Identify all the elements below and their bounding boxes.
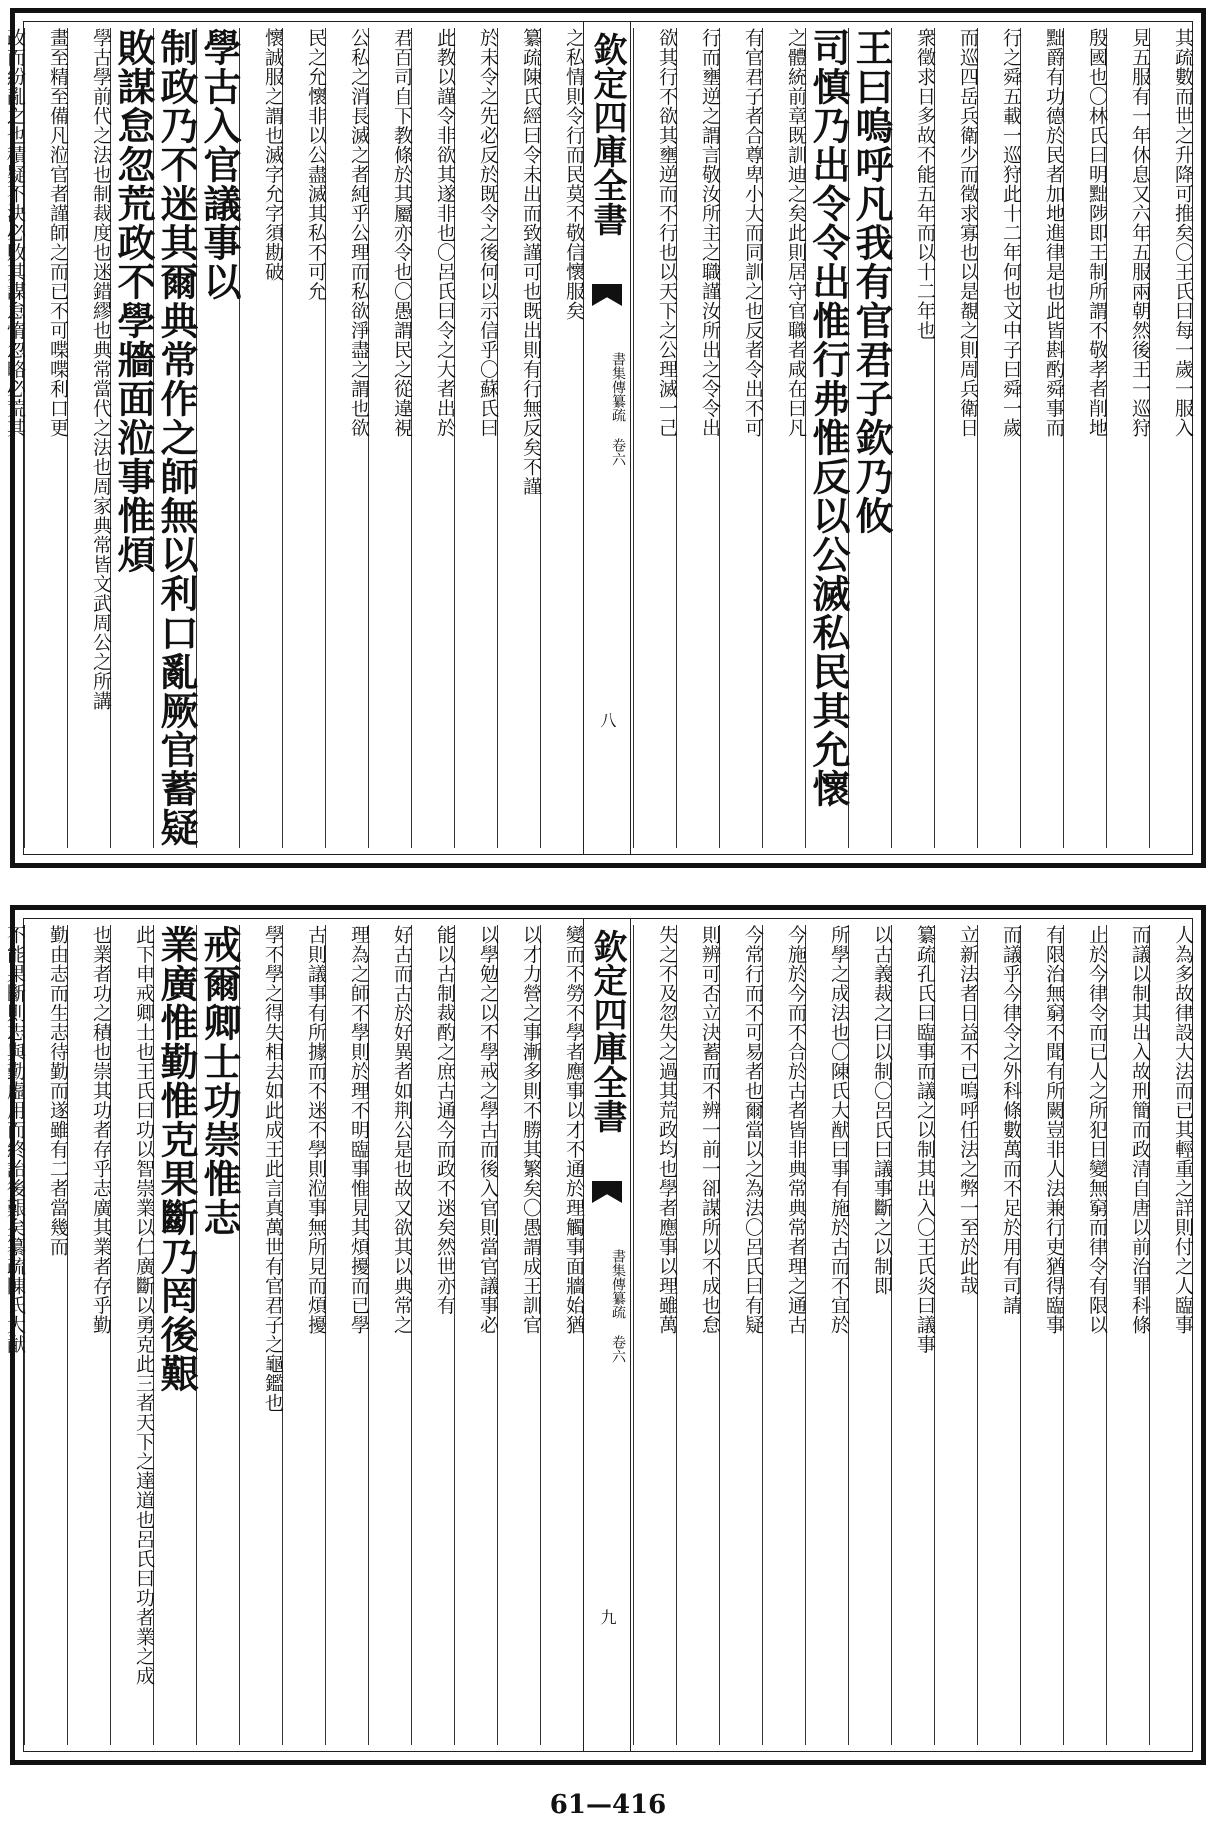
commentary-column: 纂疏陳氏經曰令未出而致謹可也既出則有行無反矣不謹 <box>497 28 541 848</box>
main-text-column: 司慎乃出令令出惟行弗惟反以公滅私民其允懷 <box>805 28 849 848</box>
bottom-center-title: 欽定四庫全書 <box>587 929 627 1133</box>
commentary-column: 古則議事有所據而不迷不學則涖事無所見而煩擾 <box>282 925 326 1745</box>
commentary-column: 君百司自下教條於其屬亦令也〇愚謂民之從違視 <box>368 28 412 848</box>
commentary-column: 立新法者日益不已嗚呼任法之弊一至於此哉 <box>934 925 978 1745</box>
commentary-column: 黜爵有功德於民者加地進律是也此皆斟酌舜事而 <box>1020 28 1064 848</box>
commentary-column: 有限治無窮不聞有所闕豈非人法兼行吏猶得臨事 <box>1020 925 1064 1745</box>
commentary-column: 變而不勞不學者應事以才不通於理觸事面牆始猶 <box>540 925 584 1745</box>
commentary-column: 此下申戒卿士也王氏曰功以智崇業以仁廣斷以勇克此三者天下之達道也呂氏曰功者業之成 <box>110 925 154 1745</box>
commentary-column: 之私情則令行而民莫不敬信懷服矣 <box>540 28 584 848</box>
commentary-column: 其疏數而世之升降可推矣〇王氏曰每一歲一服入 <box>1149 28 1193 848</box>
main-text-column: 戒爾卿士功崇惟志 <box>196 925 240 1745</box>
bottom-left-half <box>4 919 585 1751</box>
commentary-column: 欲其行不欲其壅逆而不行也以天下之公理滅一己 <box>633 28 677 848</box>
bottom-page-frame <box>4 918 1194 1752</box>
commentary-column: 今常行而不可易者也爾當以之為法〇呂氏曰有疑 <box>719 925 763 1745</box>
main-text-column: 學古入官議事以 <box>196 28 240 848</box>
commentary-column: 而巡四岳兵衛少而徵求寡也以是覩之則周兵衛日 <box>934 28 978 848</box>
commentary-column: 而議乎今律令之外科條數萬而不足於用有司請 <box>977 925 1021 1745</box>
main-text-column: 敗謀怠忽荒政不學牆面涖事惟煩 <box>110 28 154 848</box>
top-right-half <box>633 22 1192 854</box>
top-center-column <box>583 22 631 854</box>
commentary-column: 公私之消長滅之者純乎公理而私欲淨盡之謂也欲 <box>325 28 369 848</box>
commentary-column: 學不學之得失相去如此成王此言真萬世有官君子之龜鑑也 <box>239 925 283 1745</box>
fish-tail-icon <box>592 284 622 306</box>
commentary-column: 好古而古於好異者如荆公是也故又欲其以典常之 <box>368 925 412 1745</box>
commentary-column: 所學之成法也〇陳氏大猷曰事有施於古而不宜於 <box>805 925 849 1745</box>
commentary-column: 此教以謹令非欲其遂非也〇呂氏曰令之大者出於 <box>411 28 455 848</box>
commentary-column: 而議以制其出入故刑簡而政清自唐以前治罪科條 <box>1106 925 1150 1745</box>
top-left-half <box>4 22 585 854</box>
commentary-column: 行而壅逆之謂言敬汝所主之職謹汝所出之令令出 <box>676 28 720 848</box>
commentary-column: 行之舜五載一巡狩此十二年何也文中子曰舜一歲 <box>977 28 1021 848</box>
commentary-column: 則辨可否立決蓄而不辨一前一卻謀所以不成也怠 <box>676 925 720 1745</box>
main-text-column: 業廣惟勤惟克果斷乃罔後艱 <box>153 925 197 1745</box>
bottom-center-column <box>583 919 631 1751</box>
commentary-column: 人為多故律設大法而已其輕重之詳則付之人臨事 <box>1149 925 1193 1745</box>
main-text-column: 制政乃不迷其爾典常作之師無以利口亂厥官蓄疑 <box>154 28 199 847</box>
commentary-column: 懷誠服之謂也滅字允字須勘破 <box>239 28 283 848</box>
commentary-column: 有官君子者合尊卑小大而同訓之也反者令出不可 <box>719 28 763 848</box>
commentary-column: 勤由志而生志待勤而遂雖有二者當幾而 <box>24 925 68 1745</box>
commentary-column: 今施於今而不合於古者皆非典常典常者理之通古 <box>762 925 806 1745</box>
commentary-column: 學古學前代之法也制裁度也迷錯繆也典常當代之法也周家典常皆文武周公之所講 <box>67 28 111 848</box>
commentary-column: 纂疏孔氏曰臨事而議之以制其出入〇王氏炎曰議事 <box>891 925 935 1745</box>
commentary-column: 見五服有一年休息又六年五服兩朝然後王一巡狩 <box>1106 28 1150 848</box>
commentary-column: 畫至精至備凡涖官者謹師之而已不可喋喋利口更 <box>24 28 68 848</box>
commentary-column: 殷國也〇林氏曰明黜陟即王制所謂不敬孝者削地 <box>1063 28 1107 848</box>
commentary-column: 之體統前章既訓迪之矣此則居守官職者咸在曰凡 <box>762 28 806 848</box>
top-page-number: 八 <box>598 712 617 728</box>
commentary-column: 不能果斷則志與勤虛用而終詒後艱矣纂疏陳氏大猷 <box>0 925 25 1745</box>
top-center-title: 欽定四庫全書 <box>587 32 627 236</box>
bottom-volume-label: 書集傳纂疏 卷六 <box>610 1249 626 1363</box>
bottom-right-half <box>633 919 1192 1751</box>
commentary-column: 以學勉之以不學戒之學古而後入官則當官議事必 <box>454 925 498 1745</box>
commentary-column: 改而紛亂之也積疑不決必敗其謀怠惰忽略必荒其 <box>0 28 25 848</box>
commentary-column: 能以古制裁酌之庶古通今而政不迷矣然世亦有 <box>411 925 455 1745</box>
commentary-column: 止於今律令而已人之所犯日變無窮而律令有限以 <box>1063 925 1107 1745</box>
commentary-column: 以才力營之事漸多則不勝其繁矣〇愚謂成王訓官 <box>497 925 541 1745</box>
commentary-column: 以古義裁之曰以制〇呂氏曰議事斷之以制即 <box>848 925 892 1745</box>
top-page <box>4 8 1206 868</box>
commentary-column: 於未令之先必反於既令之後何以示信乎〇蘇氏曰 <box>454 28 498 848</box>
commentary-column: 衆徵求日多故不能五年而以十二年也 <box>891 28 935 848</box>
commentary-column: 失之不及忽失之過其荒政均也學者應事以理雖萬 <box>633 925 677 1745</box>
top-page-frame <box>4 21 1194 855</box>
bottom-page-number: 九 <box>598 1609 617 1625</box>
fish-tail-icon <box>592 1181 622 1203</box>
main-text-column: 王曰嗚呼凡我有官君子欽乃攸 <box>848 28 892 848</box>
top-volume-label: 書集傳纂疏 卷六 <box>610 352 626 466</box>
commentary-column: 民之允懷非以公盡滅其私不可允 <box>282 28 326 848</box>
commentary-column: 也業者功之積也崇其功者存乎志廣其業者存乎勤 <box>67 925 111 1745</box>
commentary-column: 理為之師不學則於理不明臨事惟見其煩擾而已學 <box>325 925 369 1745</box>
bottom-page <box>4 905 1206 1765</box>
page-footer-number: 61—416 <box>549 1790 667 1820</box>
